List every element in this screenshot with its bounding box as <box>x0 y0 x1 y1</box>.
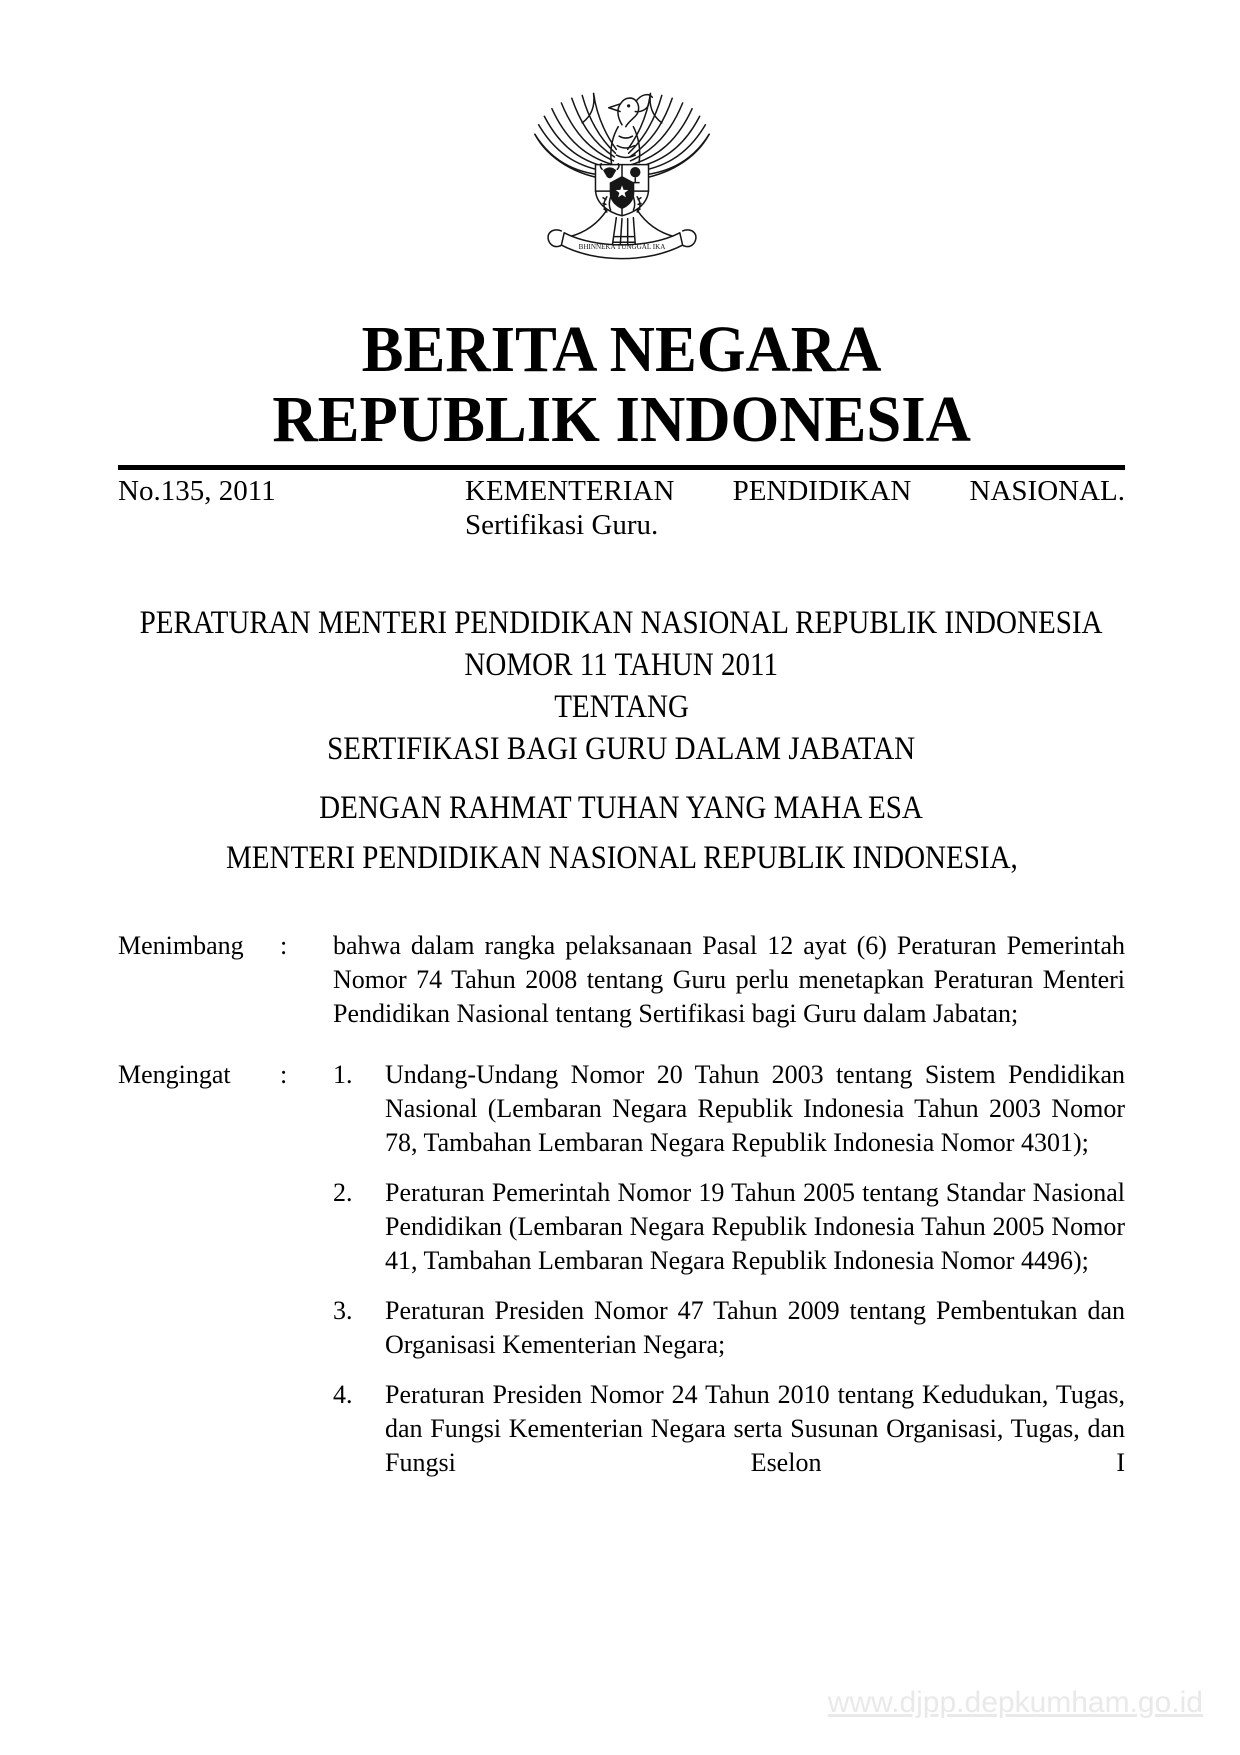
legal-reference-item <box>333 1294 1125 1362</box>
motto-text: BHINNEKA TUNGGAL IKA <box>578 242 665 251</box>
item-number: 4. <box>333 1380 353 1409</box>
regulation-title-block <box>118 602 1125 879</box>
recalling-clause <box>118 1058 1125 1480</box>
authority-line: MENTERI PENDIDIKAN NASIONAL REPUBLIK INDONESIA, <box>225 840 1018 876</box>
item-text: Peraturan Presiden Nomor 24 Tahun 2010 tentang Kedudukan, Tugas, dan Fungsi Kementerian Negara serta Susunan Organisasi, Tugas, dan Fungsi Eselon I <box>385 1380 1125 1477</box>
item-number: 1. <box>333 1060 353 1089</box>
recalling-label: Mengingat <box>118 1060 231 1089</box>
considering-label: Menimbang <box>118 931 244 960</box>
regulation-about-label: TENTANG <box>554 689 689 725</box>
item-text: Peraturan Presiden Nomor 47 Tahun 2009 tentang Pembentukan dan Organisasi Kementerian Negara; <box>385 1296 1125 1359</box>
masthead-title-line2: REPUBLIK INDONESIA <box>272 383 971 456</box>
garuda-shield <box>595 164 648 216</box>
item-text: Peraturan Pemerintah Nomor 19 Tahun 2005 tentang Standar Nasional Pendidikan (Lembaran Negara Republik Indonesia Tahun 2005 Nomor 41, Tambahan Lembaran Negara Republik Indonesia Nomor 4496); <box>385 1178 1125 1275</box>
item-text: Undang-Undang Nomor 20 Tahun 2003 tentang Sistem Pendidikan Nasional (Lembaran Negara Republik Indonesia Tahun 2003 Nomor 78, Tambahan Lembaran Negara Republik Indonesia Nomor 4301); <box>385 1060 1125 1157</box>
subject-line: Sertifikasi Guru. <box>465 509 659 541</box>
considering-colon: : <box>280 931 288 960</box>
ministry-line: KEMENTERIAN PENDIDIKAN NASIONAL. <box>465 475 1125 507</box>
legal-reference-item <box>333 1176 1125 1278</box>
legal-reference-item <box>333 1378 1125 1480</box>
masthead <box>118 315 1125 455</box>
invocation-line: DENGAN RAHMAT TUHAN YANG MAHA ESA <box>319 790 924 826</box>
regulation-title: PERATURAN MENTERI PENDIDIKAN NASIONAL REPUBLIK INDONESIA <box>140 605 1103 641</box>
recalling-colon: : <box>280 1060 288 1089</box>
gazette-header-row <box>118 474 1125 542</box>
item-number: 2. <box>333 1178 353 1207</box>
regulation-about: SERTIFIKASI BAGI GURU DALAM JABATAN <box>327 731 916 767</box>
legal-reference-item <box>333 1058 1125 1160</box>
garuda-head <box>608 95 652 127</box>
gazette-subject-block <box>465 474 1125 542</box>
motto-scroll <box>548 230 696 259</box>
considering-clause <box>118 929 1125 1031</box>
considering-text: bahwa dalam rangka pelaksanaan Pasal 12 ayat (6) Peraturan Pemerintah Nomor 74 Tahun 2008 tentang Guru perlu menetapkan Peraturan Menteri Pendidikan Nasional tentang Sertifikasi bagi Guru dalam Jabatan; <box>333 931 1125 1028</box>
national-emblem <box>118 85 1125 265</box>
masthead-rule <box>118 465 1125 470</box>
item-number: 3. <box>333 1296 353 1325</box>
masthead-title-line1: BERITA NEGARA <box>361 313 882 386</box>
site-watermark: www.djpp.depkumham.go.id <box>827 1686 1203 1719</box>
garuda-pancasila-icon <box>522 85 722 265</box>
regulation-number: NOMOR 11 TAHUN 2011 <box>464 647 779 683</box>
issue-number: No.135, 2011 <box>118 475 276 507</box>
recalling-list <box>333 1058 1125 1480</box>
